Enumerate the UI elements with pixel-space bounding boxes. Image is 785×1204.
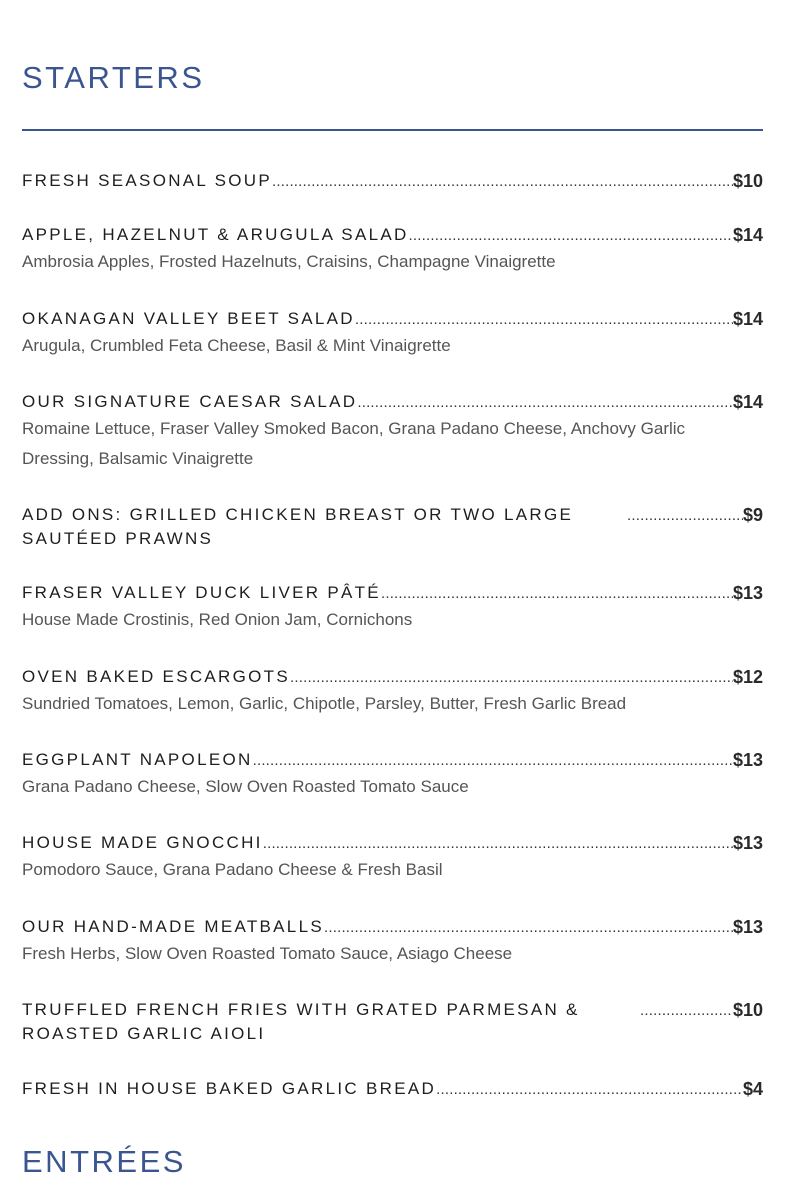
item-price: $10 [732,1000,763,1020]
menu-item-hand-made-meatballs [22,915,763,969]
item-name: FRASER VALLEY DUCK LIVER PÂTÉ [22,583,381,602]
item-description: Pomodoro Sauce, Grana Padano Cheese & Fresh Basil [22,860,443,879]
item-name: FRESH IN HOUSE BAKED GARLIC BREAD [22,1079,437,1098]
dot-leader [263,831,733,855]
dot-leader [324,915,733,939]
item-price: $13 [732,833,763,853]
item-price: $9 [742,505,763,525]
menu-item-apple-hazelnut-arugula-salad [22,223,763,277]
item-price: $14 [732,392,763,412]
item-name: APPLE, HAZELNUT & ARUGULA SALAD [22,225,409,244]
item-name: FRESH SEASONAL SOUP [22,171,272,190]
menu-item-oven-baked-escargots [22,665,763,719]
menu-item-fresh-seasonal-soup [22,169,763,193]
menu-item-add-ons [22,503,763,551]
item-name: OKANAGAN VALLEY BEET SALAD [22,309,355,328]
menu-item-house-made-gnocchi [22,831,763,885]
item-name: OVEN BAKED ESCARGOTS [22,667,290,686]
menu-item-eggplant-napoleon [22,748,763,802]
item-price: $13 [732,583,763,603]
item-description: Romaine Lettuce, Fraser Valley Smoked Bacon, Grana Padano Cheese, Anchovy Garlic Dressing, Balsamic Vinaigrette [22,419,686,468]
dot-leader [640,998,733,1022]
item-price: $13 [732,917,763,937]
dot-leader [436,1077,743,1101]
item-description: Grana Padano Cheese, Slow Oven Roasted Tomato Sauce [22,777,469,796]
item-price: $12 [732,667,763,687]
item-description: Arugula, Crumbled Feta Cheese, Basil & Mint Vinaigrette [22,336,451,355]
item-price: $10 [732,171,763,191]
dot-leader [409,223,733,247]
item-description: Fresh Herbs, Slow Oven Roasted Tomato Sauce, Asiago Cheese [22,944,513,963]
item-description: House Made Crostinis, Red Onion Jam, Cornichons [22,610,413,629]
dot-leader [355,307,733,331]
item-description: Sundried Tomatoes, Lemon, Garlic, Chipotle, Parsley, Butter, Fresh Garlic Bread [22,694,627,713]
item-name: TRUFFLED FRENCH FRIES WITH GRATED PARMESAN & ROASTED GARLIC AIOLI [22,1000,580,1043]
item-name: EGGPLANT NAPOLEON [22,750,253,769]
item-name: ADD ONS: GRILLED CHICKEN BREAST OR TWO LARGE SAUTÉED PRAWNS [22,505,574,548]
menu-item-okanagan-valley-beet-salad [22,307,763,361]
dot-leader [253,748,733,772]
menu-item-garlic-bread [22,1077,763,1101]
dot-leader [357,390,733,414]
dot-leader [627,503,743,527]
menu-item-signature-caesar-salad [22,390,763,474]
item-price: $13 [732,750,763,770]
menu-item-duck-liver-pate [22,581,763,635]
item-price: $14 [732,225,763,245]
item-name: OUR HAND-MADE MEATBALLS [22,917,324,936]
item-description: Ambrosia Apples, Frosted Hazelnuts, Craisins, Champagne Vinaigrette [22,252,556,271]
item-name: OUR SIGNATURE CAESAR SALAD [22,392,358,411]
dot-leader [272,169,733,193]
section-title-entrees: ENTRÉES [22,1144,186,1179]
menu-item-truffled-french-fries [22,998,763,1046]
section-title-starters: STARTERS [22,60,205,95]
item-name: HOUSE MADE GNOCCHI [22,833,263,852]
section-divider [22,129,763,131]
item-price: $4 [742,1079,763,1099]
item-price: $14 [732,309,763,329]
dot-leader [381,581,733,605]
dot-leader [290,665,733,689]
